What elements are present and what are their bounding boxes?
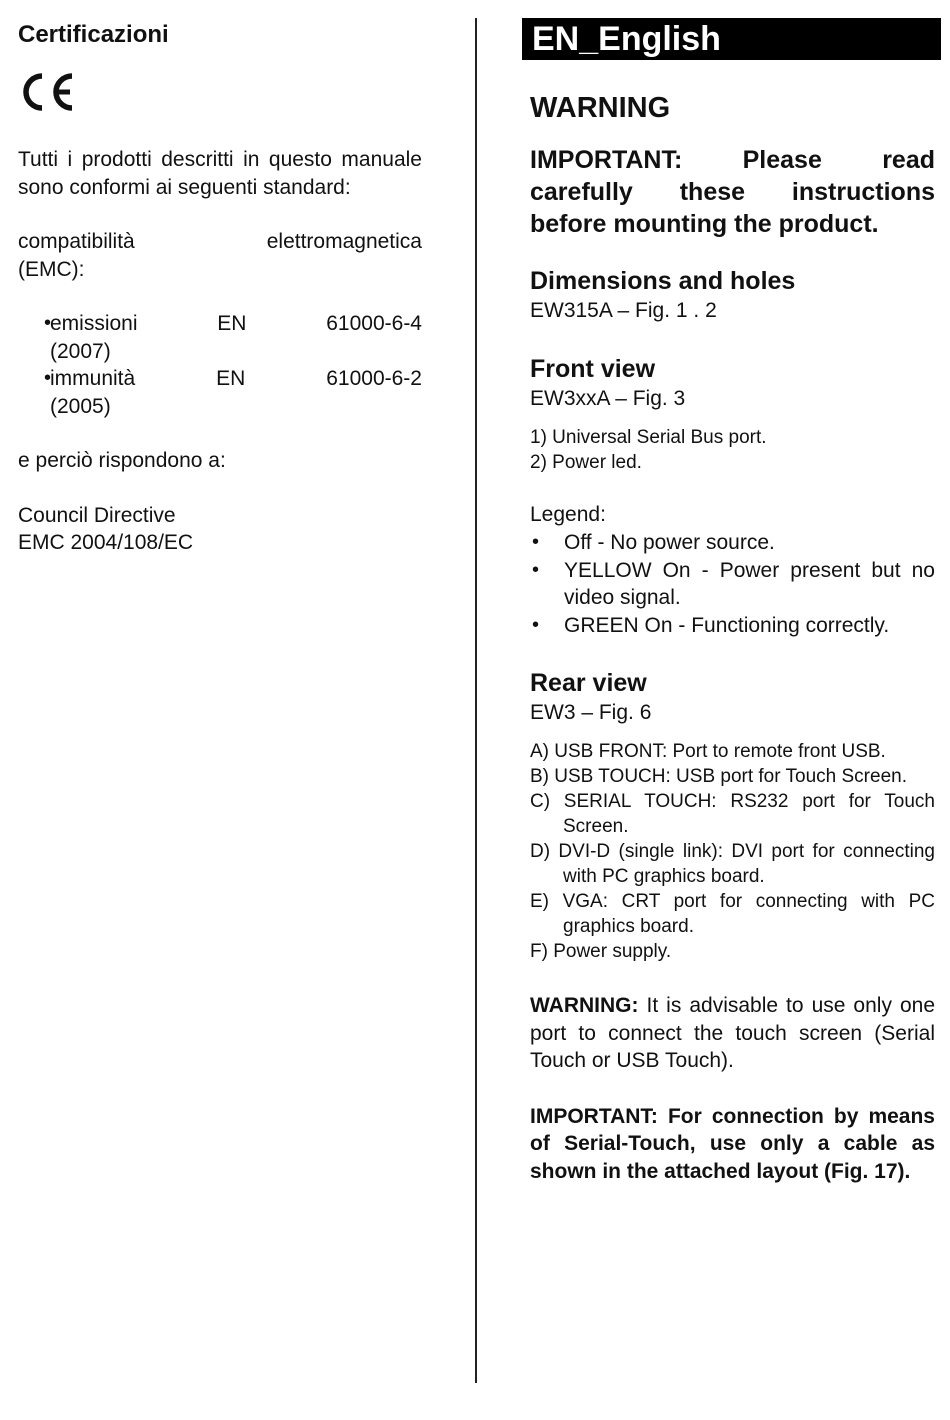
rear-item: C) SERIAL TOUCH: RS232 port for Touch Screen. <box>530 791 935 837</box>
warning-note-text: It is advisable to use only one port to connect the touch screen (Serial Touch or USB Touch). <box>530 994 935 1072</box>
emc-line <box>18 228 422 256</box>
legend-item: • Off - No power source. <box>530 529 935 557</box>
legend-item: • YELLOW On - Power present but no video signal. <box>530 557 935 612</box>
directive-line-2: EMC 2004/108/EC <box>18 531 194 554</box>
emc-word-b: elettromagnetica <box>266 230 422 253</box>
front-item: 1) Universal Serial Bus port. <box>530 427 767 448</box>
emc-word-a: compatibilità <box>18 230 135 253</box>
important-note: IMPORTANT: For connection by means of Serial-Touch, use only a cable as shown in the attached layout (Fig. 17). <box>530 1104 935 1183</box>
directive-line-1: Council Directive <box>18 503 176 527</box>
ce-mark-svg <box>18 72 76 112</box>
front-items <box>530 425 935 475</box>
standard-code: 61000-6-4 <box>326 312 422 335</box>
rear-item: A) USB FRONT: Port to remote front USB. <box>530 741 886 762</box>
standards-list <box>18 310 422 420</box>
standard-en: EN <box>216 367 246 390</box>
legend-item: • GREEN On - Functioning correctly. <box>530 612 935 640</box>
therefore-line: e perciò rispondono a: <box>18 449 226 472</box>
left-column <box>18 18 422 557</box>
certifications-heading: Certificazioni <box>18 21 169 48</box>
front-item: 2) Power led. <box>530 452 642 473</box>
dimensions-ref: EW315A – Fig. 1 . 2 <box>530 299 717 322</box>
standard-year: (2005) <box>50 394 111 418</box>
language-banner: EN_English <box>522 18 941 60</box>
important-intro: IMPORTANT: Please read carefully these instructions before mounting the product. <box>530 146 935 238</box>
column-divider <box>475 18 477 1383</box>
rear-item: F) Power supply. <box>530 941 672 962</box>
intro-paragraph: Tutti i prodotti descritti in questo manuale sono conformi ai seguenti standard: <box>18 148 422 199</box>
front-view-title: Front view <box>530 355 656 383</box>
legend-list <box>530 529 935 639</box>
standard-name: • emissioni <box>50 312 138 335</box>
front-view-ref: EW3xxA – Fig. 3 <box>530 387 686 410</box>
rear-item: E) VGA: CRT port for connecting with PC graphics board. <box>530 891 935 937</box>
standard-item <box>18 365 422 420</box>
warning-heading: WARNING <box>530 92 671 124</box>
emc-abbrev: (EMC): <box>18 257 85 281</box>
warning-note-label: WARNING: <box>530 994 639 1017</box>
standard-item <box>18 310 422 365</box>
standard-en: EN <box>217 312 247 335</box>
right-column <box>530 18 935 1185</box>
rear-item: B) USB TOUCH: USB port for Touch Screen. <box>530 766 907 787</box>
ce-mark-icon <box>18 72 422 120</box>
legend-title: Legend: <box>530 503 606 526</box>
standard-code: 61000-6-2 <box>326 367 422 390</box>
standard-name: • immunità <box>50 367 136 390</box>
dimensions-title: Dimensions and holes <box>530 267 796 295</box>
rear-view-title: Rear view <box>530 669 647 697</box>
rear-items <box>530 739 935 964</box>
warning-note <box>530 992 935 1075</box>
standard-year: (2007) <box>50 339 111 363</box>
rear-view-ref: EW3 – Fig. 6 <box>530 701 652 724</box>
rear-item: D) DVI-D (single link): DVI port for connecting with PC graphics board. <box>530 841 935 887</box>
